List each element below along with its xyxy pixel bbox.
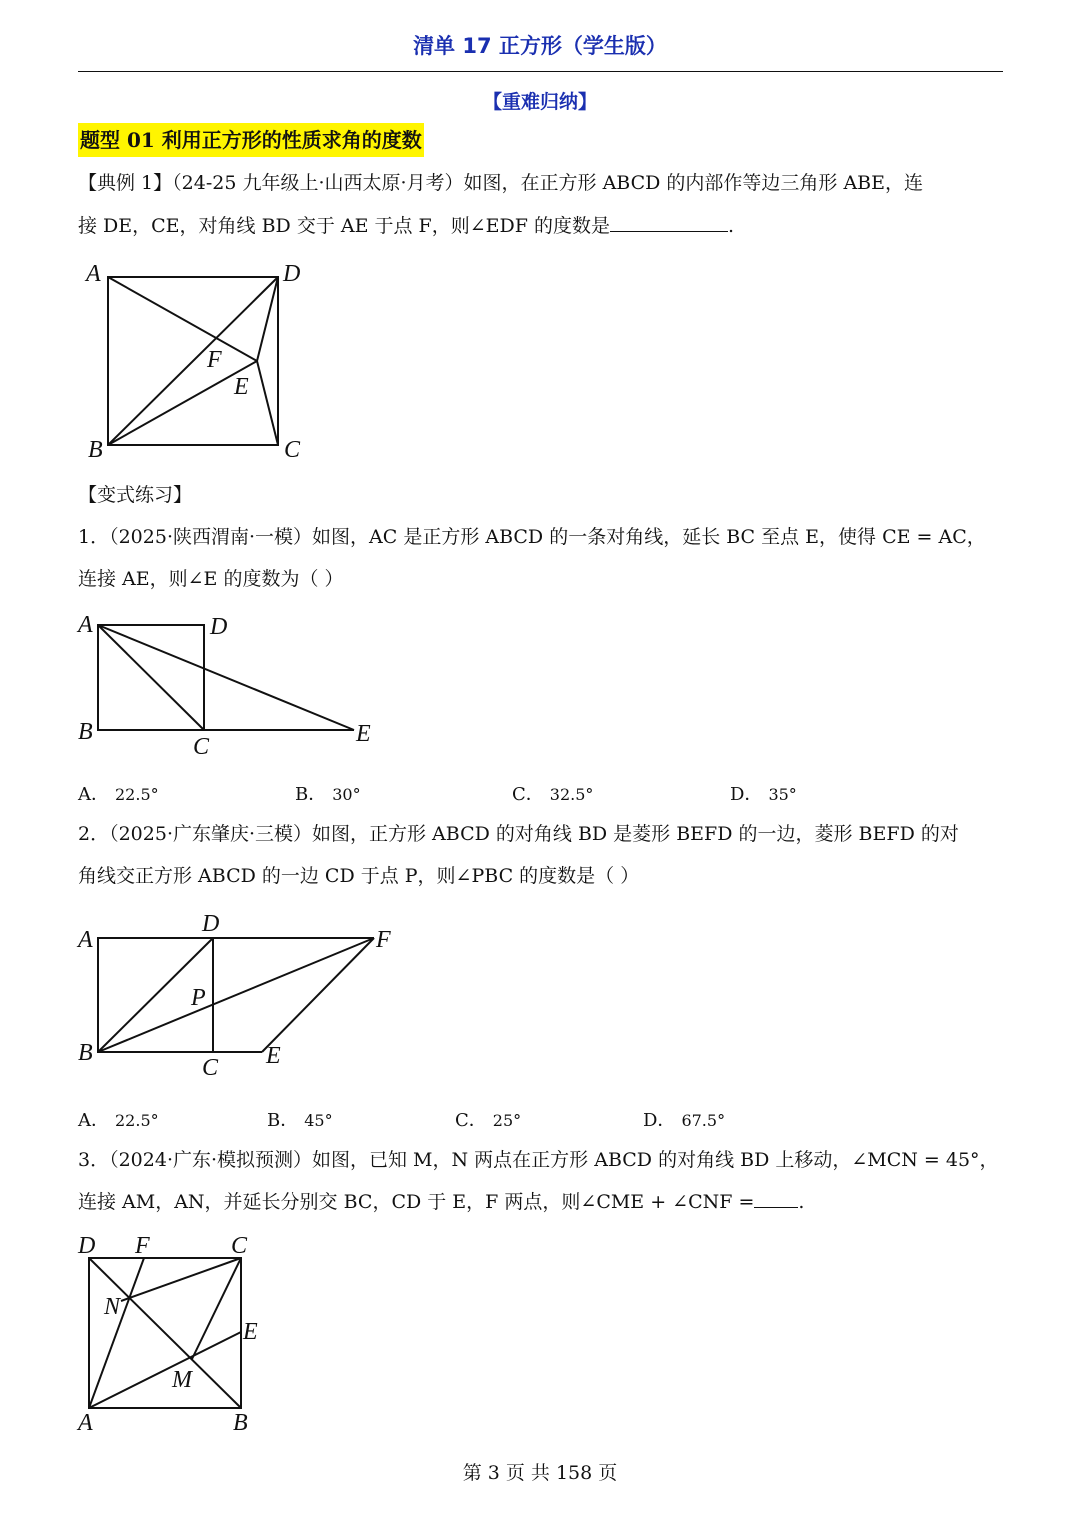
figure-3-square-rhombus xyxy=(76,905,406,1080)
diagonal-ac xyxy=(98,625,204,730)
q3-period: . xyxy=(798,1191,805,1213)
q1-option-d[interactable]: D． 35° xyxy=(730,784,797,805)
label-b: B xyxy=(233,1410,248,1436)
example-text-2: 接 DE，CE，对角线 BD 交于 AE 于点 F，则∠EDF 的度数是 xyxy=(78,215,610,237)
q2-option-c[interactable]: C． 25° xyxy=(455,1110,522,1131)
q2-option-b[interactable]: B． 45° xyxy=(267,1110,333,1131)
segment-ef xyxy=(262,938,374,1052)
label-d: D xyxy=(78,1233,96,1259)
q3-line-2 xyxy=(78,1181,1003,1224)
example-tag: 【典例 1】 xyxy=(78,172,173,194)
label-c: C xyxy=(202,1055,219,1080)
q3-text-2: 连接 AM，AN，并延长分别交 BC，CD 于 E，F 两点，则∠CME + ∠CNF = xyxy=(78,1191,755,1213)
header-divider xyxy=(78,71,1003,72)
label-f: F xyxy=(135,1233,150,1259)
figure-4-square-moving-points xyxy=(76,1232,276,1437)
document-header-title: 清单 17 正方形（学生版） xyxy=(413,34,667,58)
segment-ce xyxy=(257,361,278,445)
section-label: 【重难归纳】 xyxy=(482,91,597,113)
label-b: B xyxy=(78,1040,93,1066)
label-d: D xyxy=(283,261,301,287)
label-a: A xyxy=(78,1410,93,1436)
practice-label: 【变式练习】 xyxy=(78,484,193,506)
label-a: A xyxy=(78,612,93,638)
q1-line-2: 连接 AE，则∠E 的度数为（ ） xyxy=(78,568,344,590)
q2-line-2: 角线交正方形 ABCD 的一边 CD 于点 P，则∠PBC 的度数是（ ） xyxy=(78,865,640,887)
example-1-line-2 xyxy=(78,205,1003,248)
label-c: C xyxy=(193,734,210,760)
label-m: M xyxy=(172,1367,192,1393)
label-e: E xyxy=(243,1319,258,1345)
label-d: D xyxy=(202,911,220,937)
label-n: N xyxy=(104,1294,121,1320)
label-e: E xyxy=(266,1043,281,1069)
example-period: . xyxy=(727,215,735,237)
label-b: B xyxy=(78,719,93,745)
q1-option-b[interactable]: B． 30° xyxy=(295,784,361,805)
label-p: P xyxy=(191,985,206,1011)
label-a: A xyxy=(86,261,101,287)
diagonal-bd xyxy=(108,277,278,445)
example-1-line-1 xyxy=(78,162,1003,205)
answer-blank xyxy=(754,1185,798,1208)
label-e: E xyxy=(356,721,371,747)
label-a: A xyxy=(78,927,93,953)
page-footer: 第 3 页 共 158 页 xyxy=(462,1462,618,1484)
example-text-1: （24-25 九年级上·山西太原·月考）如图，在正方形 ABCD 的内部作等边三角形 ABE，连 xyxy=(172,172,924,194)
q2-option-d[interactable]: D． 67.5° xyxy=(643,1110,726,1131)
q3-line-1: 3．（2024·广东·模拟预测）如图，已知 M，N 两点在正方形 ABCD 的对角线 BD 上移动，∠MCN = 45°， xyxy=(78,1149,999,1171)
figure-1-square-abcd xyxy=(80,255,320,465)
label-c: C xyxy=(284,437,301,463)
q1-option-c[interactable]: C． 32.5° xyxy=(512,784,594,805)
diagonal-db xyxy=(89,1258,241,1408)
type-heading: 题型 01 利用正方形的性质求角的度数 xyxy=(78,123,424,157)
q1-option-a[interactable]: A． 22.5° xyxy=(78,784,159,805)
label-f: F xyxy=(376,927,391,953)
label-f: F xyxy=(207,347,222,373)
q1-options xyxy=(78,780,978,810)
label-d: D xyxy=(210,614,228,640)
label-e: E xyxy=(234,374,249,400)
label-b: B xyxy=(88,437,103,463)
figure-2-square-with-extension xyxy=(76,605,386,760)
answer-blank xyxy=(610,209,728,232)
q1-line-1: 1．（2025·陕西渭南·一模）如图，AC 是正方形 ABCD 的一条对角线，延长 BC 至点 E，使得 CE = AC， xyxy=(78,526,986,548)
q2-option-a[interactable]: A． 22.5° xyxy=(78,1110,159,1131)
q2-line-1: 2．（2025·广东肇庆·三模）如图，正方形 ABCD 的对角线 BD 是菱形 BEFD 的一边，菱形 BEFD 的对 xyxy=(78,823,959,845)
diagonal-bf xyxy=(98,938,374,1052)
segment-de xyxy=(257,277,278,361)
q2-options xyxy=(78,1106,978,1136)
segment-ae xyxy=(98,625,354,730)
label-c: C xyxy=(231,1233,248,1259)
